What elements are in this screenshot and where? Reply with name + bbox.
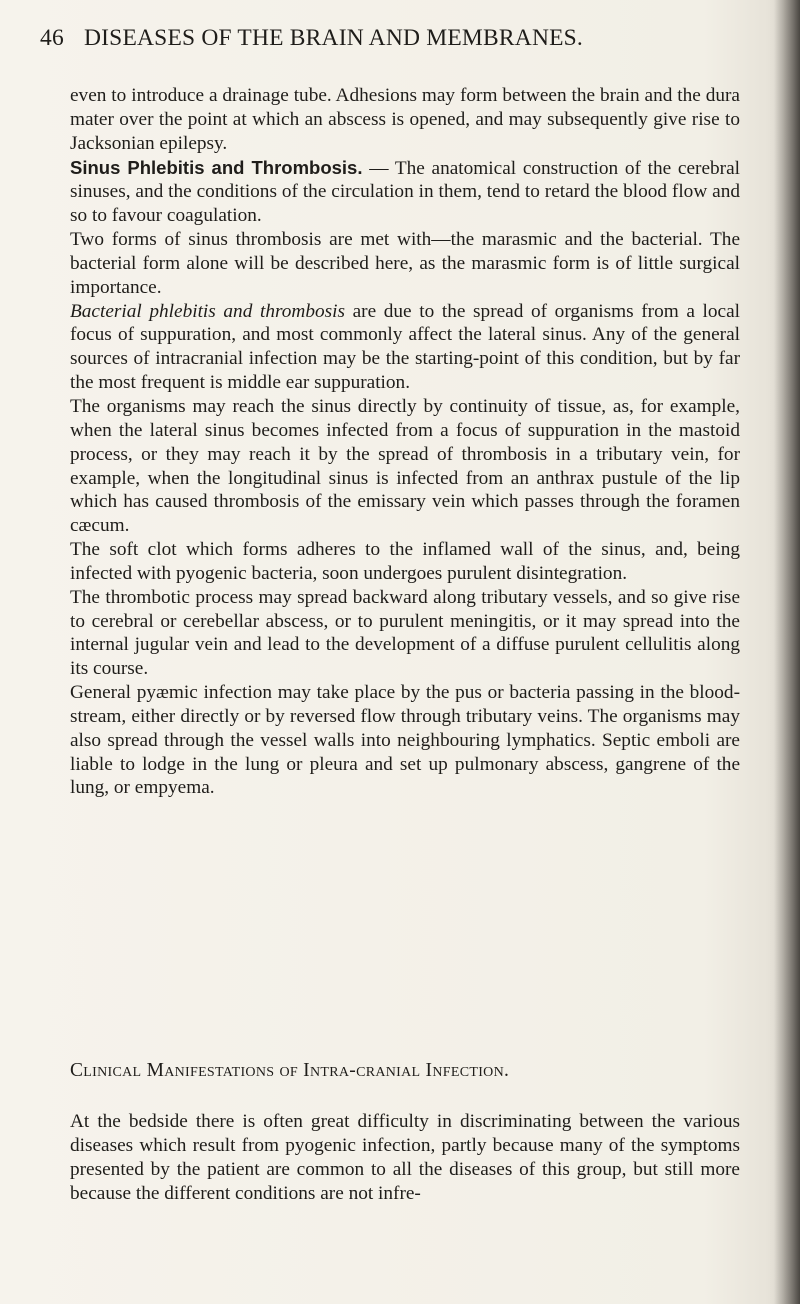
paragraph: [70, 300, 740, 395]
paragraph: At the bedside there is often great difficulty in discriminating between the various diseases which result from pyogenic infection, partly because many of the symptoms presented by the patient are common to all the diseases of this group, but still more because the different conditions are not infre-: [70, 1111, 740, 1204]
main-text: [70, 84, 740, 800]
paragraph: The thrombotic process may spread backward along tributary vessels, and so give rise to cerebral or cerebellar abscess, or to purulent meningitis, or it may spread into the internal jugular vein and lead to the development of a diffuse purulent cellulitis along its course.: [70, 586, 740, 680]
paragraph-lead-heading: Sinus Phlebitis and Thrombosis.: [70, 156, 363, 178]
paragraph: General pyæmic infection may take place by the pus or bacteria passing in the blood-stream, either directly or by reversed flow through tributary veins. The organisms may also spread through the vessel walls into neighbouring lymphatics. Septic emboli are liable to lodge in the lung or pleura and set up pulmonary abscess, gangrene of the lung, or empyema.: [70, 682, 740, 799]
page-number: 46: [40, 25, 64, 51]
paragraph: even to introduce a drainage tube. Adhesions may form between the brain and the dura mater over the point at which an abscess is opened, and may subsequently give rise to Jacksonian epilepsy.: [70, 85, 740, 154]
running-header: [40, 25, 740, 52]
page-binding-shadow: [774, 0, 800, 1304]
paragraph-lead-italic: Bacterial phlebitis and thrombosis: [70, 300, 345, 322]
paragraph-text: — The anatomical construction of the cerebral sinuses, and the conditions of the circulation in them, tend to retard the blood flow and so to favour coagulation.: [70, 157, 740, 227]
paragraph: The soft clot which forms adheres to the inflamed wall of the sinus, and, being infected with pyogenic bacteria, soon undergoes purulent disintegration.: [70, 539, 740, 584]
paragraph: [70, 156, 740, 229]
paragraph: The organisms may reach the sinus directly by continuity of tissue, as, for example, when the lateral sinus becomes infected from a focus of suppuration in the mastoid process, or they may reach it by the spread of thrombosis in a tributary vein, for example, when the longitudinal sinus is infected from an anthrax pustule of the lip which has caused thrombosis of the emissary vein which passes through the foramen cæcum.: [70, 395, 740, 537]
paragraph-text: are due to the spread of organisms from a local focus of suppuration, and most commonly affect the lateral sinus. Any of the general sources of intracranial infection may be the starting-point of this condition, but by far the most frequent is middle ear suppuration.: [70, 300, 740, 394]
paragraph: Two forms of sinus thrombosis are met with—the marasmic and the bacterial. The bacterial form alone will be described here, as the marasmic form is of little surgical importance.: [70, 229, 740, 298]
running-title: DISEASES OF THE BRAIN AND MEMBRANES.: [83, 25, 584, 51]
section-heading: Clinical Manifestations of Intra-cranial Infection.: [70, 1060, 510, 1081]
section-text: [70, 1110, 740, 1205]
